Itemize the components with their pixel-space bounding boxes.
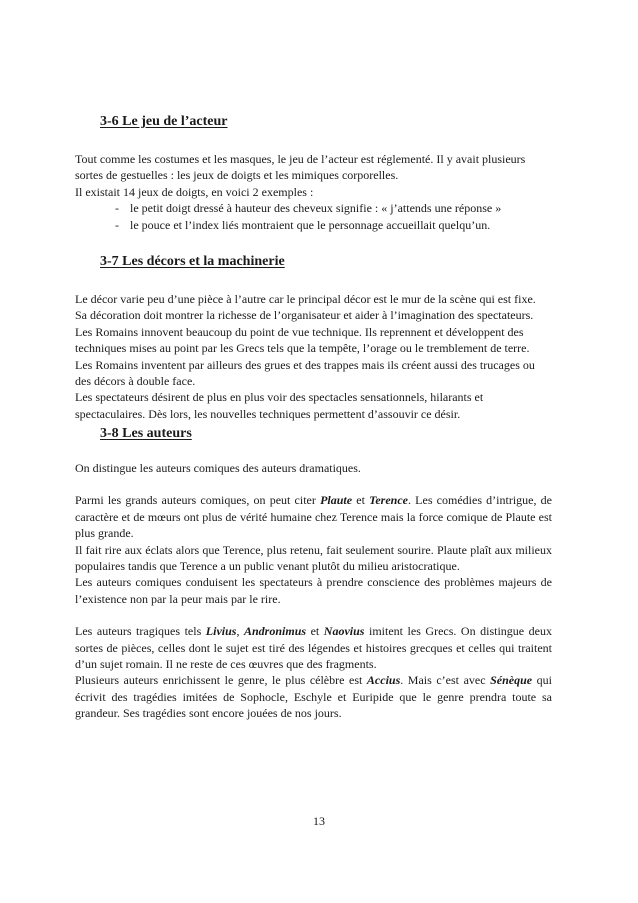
list-item [75, 200, 552, 216]
list-item-text: le pouce et l’index liés montraient que le personnage accueillait quelqu’un. [130, 217, 491, 232]
paragraph-line: Le décor varie peu d’une pièce à l’autre car le principal décor est le mur de la scène qui est fixe. [75, 292, 536, 306]
examples-list [75, 200, 552, 233]
list-item [75, 217, 552, 233]
author-name-accius: Accius [366, 673, 401, 688]
paragraph-line: sortes de gestuelles : les jeux de doigts et les mimiques corporelles. [75, 168, 399, 183]
paragraph-line: Les spectateurs désirent de plus en plus voir des spectacles sensationnels, hilarants et [75, 390, 484, 405]
section-body-auteurs [75, 460, 552, 722]
paragraph-line: Les Romains inventent par ailleurs des grues et des trappes mais ils créent aussi des trucages ou [75, 357, 535, 372]
paragraph-line: Tout comme les costumes et les masques, le jeu de l’acteur est réglementé. Il y avait plusieurs [75, 152, 526, 166]
section-body-acteur [75, 151, 552, 233]
section-body-decors [75, 291, 552, 422]
comic-authors-paragraph: Parmi les grands auteurs comiques, on peut citer Plaute et Terence. Les comédies d’intrigue, de caractère et de mœurs ont plus de vérité humaine chez Terence mais la force comique de Plaute est plus grande. [75, 493, 552, 541]
author-name-seneque: Sénèque [490, 673, 533, 688]
author-name-andronimus: Andronimus [244, 624, 307, 639]
bullet-dash: - [115, 201, 119, 216]
bullet-dash: - [115, 217, 119, 232]
tragedy-paragraph: Plusieurs auteurs enrichissent le genre, le plus célèbre est Accius. Mais c’est avec Sénèque qui écrivit des tragédies imitées de Sophocle, Eschyle et Euripide que le genre prendra toute sa grandeur. Ses tragédies sont encore jouées de nos jours. [75, 673, 552, 721]
page-number: 13 [313, 814, 325, 828]
comic-effect-paragraph: Les auteurs comiques conduisent les spectateurs à prendre conscience des problèmes majeurs de l’existence non par la peur mais par le rire. [75, 575, 552, 606]
author-name-plaute: Plaute [320, 493, 353, 508]
section-heading-auteurs: 3-8 Les auteurs [100, 426, 192, 441]
paragraph-line: des décors à double face. [75, 374, 196, 389]
author-name-livius: Livius [205, 624, 237, 639]
paragraph-line: Les Romains innovent beaucoup du point de vue technique. Ils reprennent et développent des [75, 324, 524, 339]
paragraph-line: spectaculaires. Dès lors, les nouvelles techniques permettent d’assouvir ce désir. [75, 406, 461, 421]
paragraph-line: Il existait 14 jeux de doigts, en voici 2 exemples : [75, 184, 314, 199]
section-heading-decors: 3-7 Les décors et la machinerie [100, 254, 285, 269]
list-item-text: le petit doigt dressé à hauteur des cheveux signifie : « j’attends une réponse » [130, 201, 502, 216]
section-heading-acteur: 3-6 Le jeu de l’acteur [100, 114, 228, 129]
intro-paragraph: On distingue les auteurs comiques des auteurs dramatiques. [75, 461, 361, 475]
paragraph-line: techniques mises au point par les Grecs tels que la tempête, l’orage ou le tremblement de terre. [75, 341, 530, 356]
author-name-terence: Terence [369, 493, 408, 508]
tragic-authors-paragraph: Les auteurs tragiques tels Livius, Andronimus et Naovius imitent les Grecs. On distingue deux sortes de pièces, celles dont le sujet est tiré des légendes et histoires grecques et celles qui traitent d’un sujet romain. Il ne reste de ces œuvres que des fragments. [75, 624, 552, 672]
author-name-naovius: Naovius [323, 624, 365, 639]
paragraph-line: Sa décoration doit montrer la richesse de l’organisateur et aider à l’imagination des spectateurs. [75, 308, 534, 323]
comparison-paragraph: Il fait rire aux éclats alors que Terence, plus retenu, fait seulement sourire. Plaute plaît aux milieux populaires tandis que Terence a un public venant plutôt du milieu aristocratique. [75, 542, 552, 574]
